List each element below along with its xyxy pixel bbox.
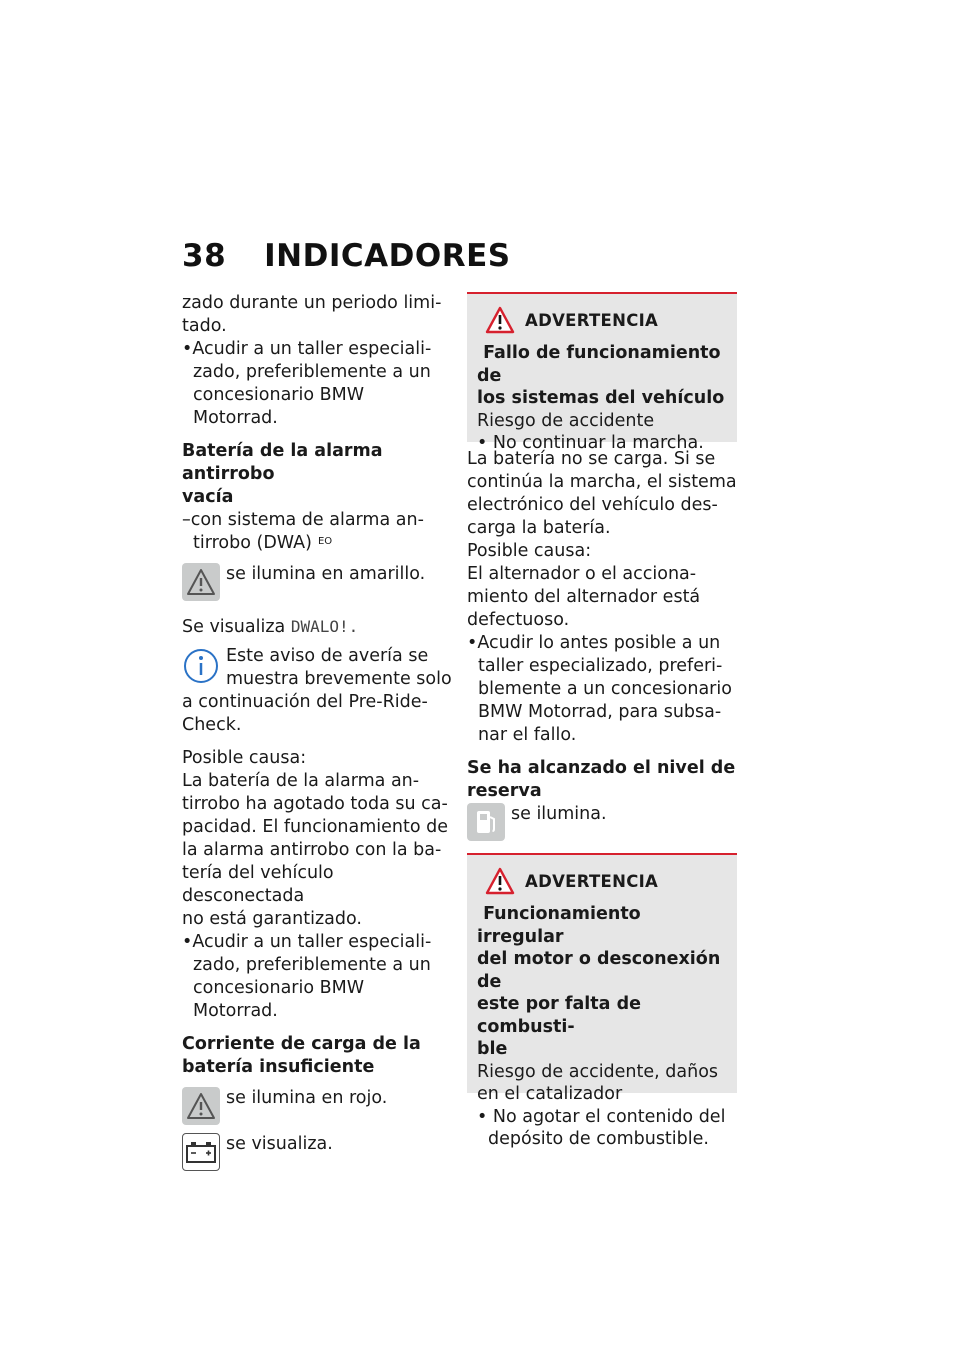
section-heading-charging: Corriente de carga de la batería insuficiente [182,1034,421,1077]
equipment-note: –con sistema de alarma an- tirrobo (DWA) $^{EO}$ [182,510,424,553]
indicator-row-fuel [467,803,737,841]
warning-heading: Fallo de funcionamiento de los sistemas del vehículo [477,343,725,408]
indicator-row-battery [182,1133,452,1171]
right-column [467,292,737,1149]
battery-text: La batería no se carga. Si se continúa la marcha, el sistema electrónico del vehículo des- carga la batería. [467,449,737,538]
warning-title [477,867,727,895]
warning-triangle-icon [485,867,515,895]
section-heading-alarm-battery: Batería de la alarma antirrobo vacía [182,441,383,507]
warning-risk: Riesgo de accidente [477,410,655,431]
warning-triangle-icon [485,306,515,334]
warning-bullet: • No continuar la marcha. [477,433,704,453]
warning-bullet: • No agotar el contenido del depósito de combustible. [477,1106,726,1149]
indicator-text: se ilumina. [511,804,607,824]
warning-box-1 [467,292,737,453]
battery-icon [182,1133,220,1171]
bullet-item: •Acudir a un taller especiali- zado, preferiblemente a un concesionario BMW Motorrad. [182,932,432,1021]
warning-triangle-icon [182,563,220,601]
warning-title [477,306,727,334]
indicator-text: se visualiza. [226,1134,333,1154]
warning-heading: Funcionamiento irregular del motor o desconexión de este por falta de combusti- ble [477,904,721,1059]
cause-label: Posible causa: [182,748,307,768]
warning-box-2 [467,853,737,1149]
fuel-pump-icon [467,803,505,841]
indicator-row-yellow [182,563,452,601]
section-heading-reserve: Se ha alcanzado el nivel de reserva [467,758,736,801]
info-note: Este aviso de avería se muestra brevemente solo a continuación del Pre-Ride- Check. [182,646,452,735]
warning-label: ADVERTENCIA [525,310,659,330]
cause-label: Posible causa: [467,541,592,561]
warning-risk: Riesgo de accidente, daños en el catalizador [477,1061,719,1104]
cause-text: El alternador o el acciona- miento del alternador está defectuoso. [467,564,701,630]
bullet-item: •Acudir lo antes posible a un taller especializado, preferi- blemente a un concesionario BMW Motorrad, para subsa- nar el fallo. [467,633,732,745]
intro-text: zado durante un periodo limi- tado. [182,293,442,336]
indicator-row-red [182,1087,452,1125]
indicator-text: se ilumina en rojo. [226,1088,388,1108]
cause-text: La batería de la alarma an- tirrobo ha agotado toda su ca- pacidad. El funcionamiento de la alarma antirrobo con la ba- tería del vehículo desconectada no está garantizado. [182,771,448,929]
display-text: Se visualiza DWALO!. [182,617,359,637]
page-number: 38 [182,238,227,274]
equipment-code: EO [317,536,333,547]
indicator-text: se ilumina en amarillo. [226,564,426,584]
warning-label: ADVERTENCIA [525,871,659,891]
warning-triangle-icon [182,1087,220,1125]
left-column [182,292,452,1171]
display-code: DWALO!. [290,617,359,636]
page-header [182,238,511,274]
page-title: INDICADORES [264,238,511,274]
info-icon [182,647,220,685]
bullet-item: •Acudir a un taller especiali- zado, preferiblemente a un concesionario BMW Motorrad. [182,339,432,428]
